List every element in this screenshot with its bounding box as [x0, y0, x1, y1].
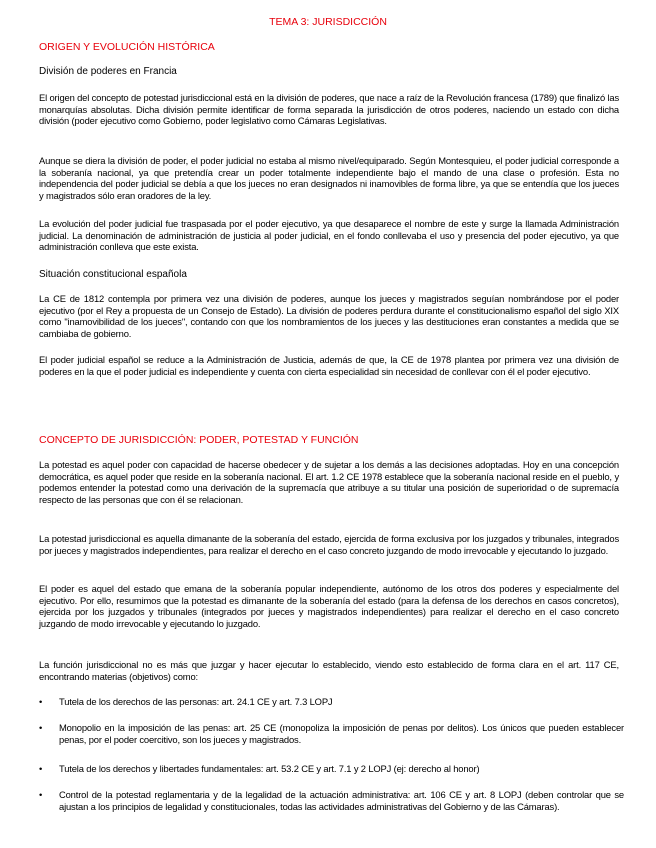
bullet-icon: • — [39, 722, 43, 733]
list-item-text: Tutela de los derechos y libertades fundamentales: art. 53.2 CE y art. 7.1 y 2 LOPJ (ej: derecho al honor) — [59, 763, 480, 774]
subheading-division-poderes: División de poderes en Francia — [39, 66, 177, 77]
list-item-text: Monopolio en la imposición de las penas: art. 25 CE (monopoliza la imposición de penas por delitos). Los únicos que pueden establecer penas, por el poder coercitivo, son los jueces y magistrados. — [59, 722, 624, 745]
bullet-icon: • — [39, 763, 43, 774]
paragraph-poder: El poder es aquel del estado que emana de la soberanía popular independiente, autónomo de los otros dos poderes y especialmente del ejecutivo. Por ello, resumimos que la potestad es dimanante de la soberanía del estado (para la defensa de los derechos en casos concretos), ejercida por los juzgados y tribunales (integrados por jueces y magistrados independientes) para realizar el derecho en el caso concreto juzgando de modo irrevocable y ejecutando lo juzgado. — [39, 583, 619, 629]
list-item-text: Control de la potestad reglamentaria y de la legalidad de la actuación administrativa: art. 106 CE y art. 8 LOPJ (deben controlar que se ajustan a los principios de legalidad y constitucionales, todas las actividades administrativas del Gobierno y de las Cámaras). — [59, 789, 624, 812]
paragraph-potestad: La potestad es aquel poder con capacidad de hacerse obedecer y de sujetar a los demás a las decisiones adoptadas. Hoy en una concepción democrática, es aquel poder que reside en la soberanía nacional. El art. 1.2 CE 1978 establece que la soberanía nacional reside en el pueblo, y podemos entender la potestad como una derivación de la supremacía que atribuye a su titular una posición de superioridad o de supremacía respecto de las personas que con él se relacionan. — [39, 459, 619, 505]
bullet-icon: • — [39, 696, 43, 707]
list-item — [39, 722, 624, 745]
paragraph-funcion: La función jurisdiccional no es más que juzgar y hacer ejecutar lo establecido, viendo esto establecido de forma clara en el art. 117 CE, encontrando materias (objetivos) como: — [39, 659, 619, 682]
list-item-text: Tutela de los derechos de las personas: art. 24.1 CE y art. 7.3 LOPJ — [59, 696, 333, 707]
list-item — [39, 789, 624, 812]
list-item — [39, 696, 624, 708]
section-heading-concepto: CONCEPTO DE JURISDICCIÓN: PODER, POTESTAD Y FUNCIÓN — [39, 434, 359, 446]
paragraph-montesquieu: Aunque se diera la división de poder, el poder judicial no estaba al mismo nivel/equiparado. Según Montesquieu, el poder judicial corresponde a la soberanía nacional, ya que pretendía crear un poder totalmente independiente bajo el mando de una clase o profesión. Esta no independencia del poder judicial se debía a que los jueces no eran designados ni inamovibles de forma libre, ya que se entendía que los jueces y magistrados sólo eran oradores de la ley. — [39, 155, 619, 201]
section-heading-origen: ORIGEN Y EVOLUCIÓN HISTÓRICA — [39, 41, 215, 53]
paragraph-evolucion: La evolución del poder judicial fue traspasada por el poder ejecutivo, ya que desaparece el nombre de este y surge la llamada Administración judicial. La denominación de administración de justicia al poder judicial, en el fondo conllevaba el uso y presencia del poder ejecutivo, ya que administración conlleva que este exista. — [39, 218, 619, 252]
document-title: TEMA 3: JURISDICCIÓN — [269, 16, 387, 28]
list-item — [39, 763, 624, 775]
paragraph-potestad-jurisdiccional: La potestad jurisdiccional es aquella dimanante de la soberanía del estado, ejercida de forma exclusiva por los juzgados y tribunales, integrados por jueces y magistrados independientes, para realizar el derecho en el caso concreto juzgando de modo irrevocable y ejecutando lo juzgado. — [39, 533, 619, 556]
subheading-situacion-constitucional: Situación constitucional española — [39, 269, 187, 280]
paragraph-ce-1978: El poder judicial español se reduce a la Administración de Justicia, además de que, la CE de 1978 plantea por primera vez una división de poderes en la que el poder judicial es independiente y cuenta con cierta especialidad sin necesidad de conllevar con él el poder ejecutivo. — [39, 354, 619, 377]
bullet-icon: • — [39, 789, 43, 800]
paragraph-origen: El origen del concepto de potestad jurisdiccional está en la división de poderes, que nace a raíz de la Revolución francesa (1789) que finalizó las monarquías absolutas. Dicha división permite identificar de forma separada la jurisdicción de otros poderes, naciendo un estado con dicha división (poder ejecutivo como Gobierno, poder legislativo como Cámaras Legislativas. — [39, 92, 619, 126]
paragraph-ce-1812: La CE de 1812 contempla por primera vez una división de poderes, aunque los jueces y magistrados seguían nombrándose por el poder ejecutivo (por el Rey a propuesta de un Consejo de Estado). La división de poderes perdura durante el constitucionalismo español del siglo XIX como "inamovibilidad de los jueces", contando con que los nombramientos de los jueces y las destituciones eran constantes a medida que se cambiaba de gobierno. — [39, 293, 619, 339]
